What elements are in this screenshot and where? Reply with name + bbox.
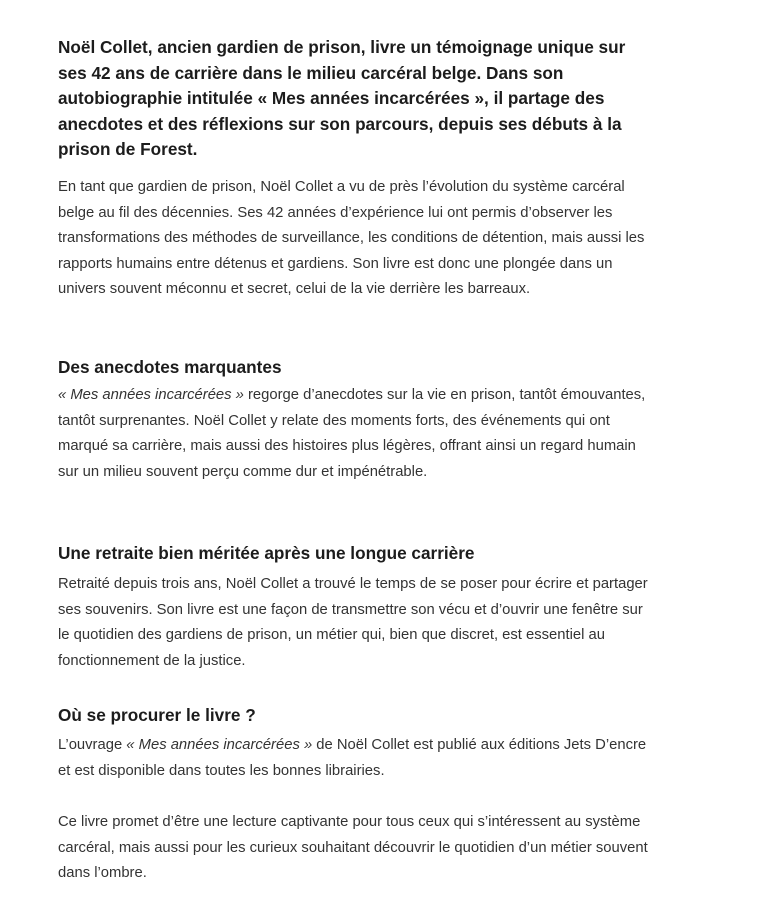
anecdotes-text: regorge d’anecdotes sur la vie en prison, tantôt émouvantes, tantôt surprenantes. Noël Collet y relate des moments forts, des événements qui ont marqué sa carrière, mais aussi des histoires plus légères, offrant ainsi un regard humain sur un milieu souvent perçu comme dur et impénétrable. [58, 387, 646, 480]
section-heading-retraite: Une retraite bien méritée après une longue carrière [58, 543, 475, 563]
section-heading-anecdotes: Des anecdotes marquantes [58, 357, 282, 377]
book-title: « Mes années incarcérées » [58, 387, 244, 403]
anecdotes-paragraph [58, 383, 658, 485]
retraite-paragraph: Retraité depuis trois ans, Noël Collet a trouvé le temps de se poser pour écrire et partager ses souvenirs. Son livre est une façon de transmettre son vécu et d’ouvrir une fenêtre sur le quotidien des gardiens de prison, un métier qui, bien que discret, est essentiel au fonctionnement de la justice. [58, 576, 648, 669]
closing-paragraph: Ce livre promet d’être une lecture captivante pour tous ceux qui s’intéressent au système carcéral, mais aussi pour les curieux souhaitant découvrir le quotidien d’un métier souvent dans l’ombre. [58, 814, 648, 882]
procurer-text-before: L’ouvrage [58, 737, 127, 753]
book-title: « Mes années incarcérées » [126, 737, 313, 753]
section-heading-procurer: Où se procurer le livre ? [58, 705, 256, 725]
article-lead: Noël Collet, ancien gardien de prison, livre un témoignage unique sur ses 42 ans de carrière dans le milieu carcéral belge. Dans son autobiographie intitulée « Mes années incarcérées », il partage des anecdotes et des réflexions sur son parcours, depuis ses débuts à la prison de Forest. [58, 37, 626, 159]
procurer-text-after: de Noël Collet est publié aux éditions Jets D’encre et est disponible dans toutes les bonnes librairies. [58, 737, 647, 779]
intro-paragraph: En tant que gardien de prison, Noël Collet a vu de près l’évolution du système carcéral belge au fil des décennies. Ses 42 années d’expérience lui ont permis d’observer les transformations des méthodes de surveillance, les conditions de détention, mais aussi les rapports humains entre détenus et gardiens. Son livre est donc une plongée dans un univers souvent méconnu et secret, celui de la vie derrière les barreaux. [58, 179, 645, 298]
procurer-paragraph [58, 733, 658, 784]
